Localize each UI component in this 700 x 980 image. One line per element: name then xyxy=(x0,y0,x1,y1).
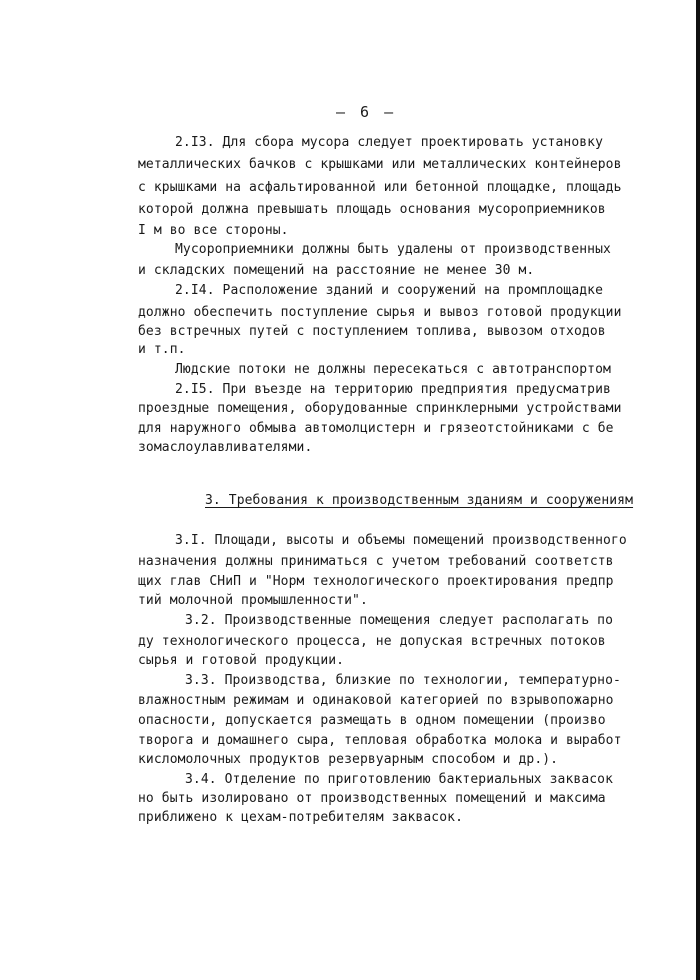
text-line: назначения должны приниматься с учетом требований соответств xyxy=(138,554,614,569)
text-line: 3.I. Площади, высоты и объемы помещений производственного xyxy=(175,533,627,548)
text-line: 3.4. Отделение по приготовлению бактериальных заквасок xyxy=(185,772,614,787)
text-line: тий молочной промышленности". xyxy=(138,593,368,608)
text-line: для наружного обмыва автомолцистерн и грязеотстойниками с бе xyxy=(138,421,614,436)
text-line: с крышками на асфальтированной или бетонной площадке, площадь xyxy=(138,180,622,195)
text-line: I м во все стороны. xyxy=(138,223,289,238)
scan-edge xyxy=(696,0,700,980)
text-line: опасности, допускается размещать в одном помещении (произво xyxy=(138,713,606,728)
text-line: должно обеспечить поступление сырья и вывоз готовой продукции xyxy=(138,305,622,320)
text-line: без встречных путей с поступлением топлива, вывозом отходов xyxy=(138,324,606,339)
text-line: 2.I3. Для сбора мусора следует проектировать установку xyxy=(175,135,604,150)
text-line: 2.I4. Расположение зданий и сооружений на промплощадке xyxy=(175,283,604,298)
text-line: Людские потоки не должны пересекаться с автотранспортом xyxy=(175,362,611,377)
text-line: зомаслоулавливателями. xyxy=(138,440,313,455)
text-line: приближено к цехам-потребителям заквасок. xyxy=(138,810,463,825)
text-line: 3.2. Производственные помещения следует располагать по xyxy=(185,613,614,628)
text-line: 3.3. Производства, близкие по технологии, температурно- xyxy=(185,673,621,688)
text-line: и т.п. xyxy=(138,342,186,357)
text-line: творога и домашнего сыра, тепловая обработка молока и выработ xyxy=(138,733,622,748)
text-line: которой должна превышать площадь основания мусороприемников xyxy=(138,202,606,217)
text-line: Мусороприемники должны быть удалены от производственных xyxy=(175,242,611,257)
text-line: проездные помещения, оборудованные спринклерными устройствами xyxy=(138,401,622,416)
section-3-heading: 3. Требования к производственным зданиям и сооружениям xyxy=(205,493,634,508)
text-line: влажностным режимам и одинаковой категорией по взрывопожарно xyxy=(138,693,614,708)
text-line: щих глав СНиП и "Норм технологического проектирования предпр xyxy=(138,574,614,589)
text-line: 2.I5. При въезде на территорию предприятия предусматрив xyxy=(175,382,611,397)
text-line: кисломолочных продуктов резервуарным способом и др.). xyxy=(138,752,559,767)
text-line: ду технологического процесса, не допуская встречных потоков xyxy=(138,634,606,649)
text-line: но быть изолировано от производственных помещений и максима xyxy=(138,791,606,806)
page-number: – 6 – xyxy=(336,103,397,121)
text-line: и складских помещений на расстояние не менее 30 м. xyxy=(138,263,535,278)
text-line: сырья и готовой продукции. xyxy=(138,653,345,668)
text-line: металлических бачков с крышками или металлических контейнеров xyxy=(138,157,622,172)
